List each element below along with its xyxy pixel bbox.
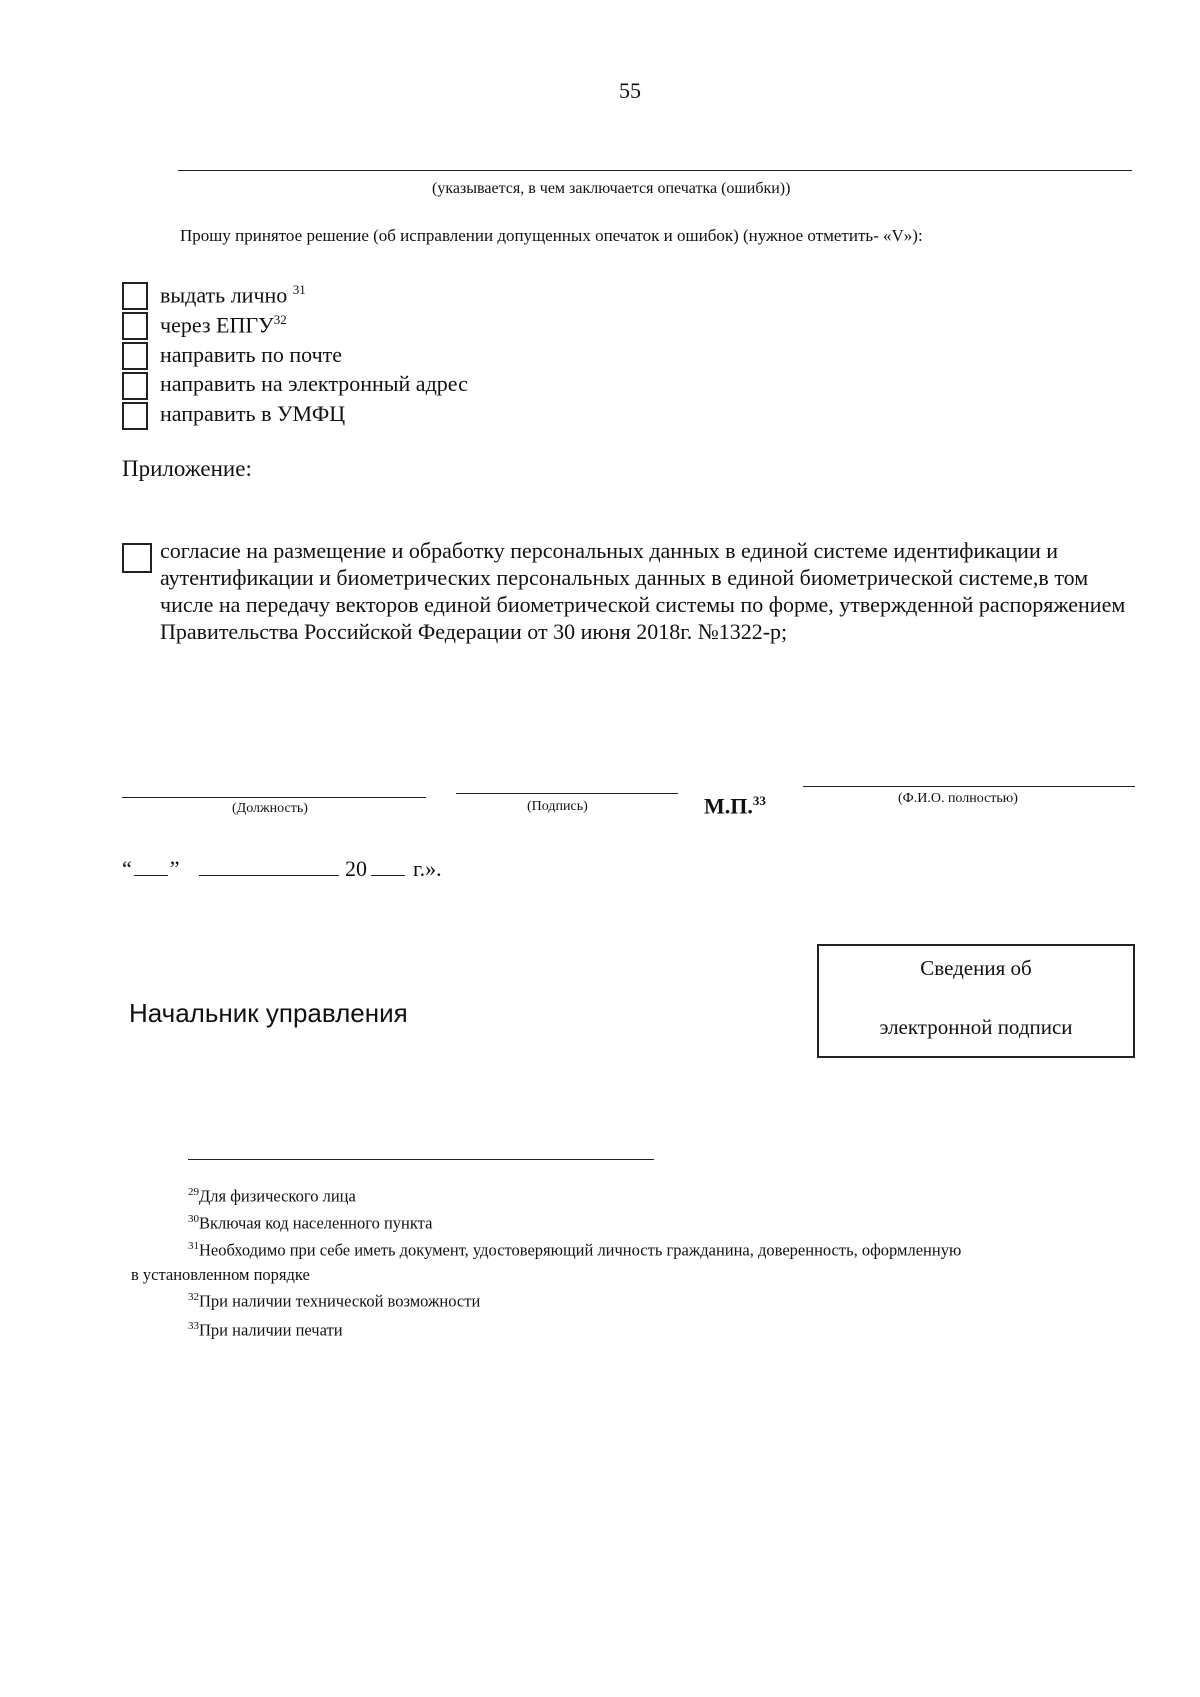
position-caption: (Должность) bbox=[232, 801, 308, 816]
typo-description-line bbox=[178, 170, 1132, 171]
option-issue-personally bbox=[160, 282, 306, 308]
year-prefix: 20 bbox=[345, 856, 368, 881]
footnote-number: 32 bbox=[188, 1291, 199, 1303]
year-suffix: г.». bbox=[413, 856, 442, 881]
page-number: 55 bbox=[619, 78, 641, 103]
typo-caption: (указывается, в чем заключается опечатка (ошибки)) bbox=[432, 180, 791, 197]
esig-line-1: Сведения об bbox=[920, 956, 1032, 980]
option-via-epgu bbox=[160, 312, 287, 338]
checkbox-send-to-umfc[interactable] bbox=[122, 402, 148, 430]
footnote-31 bbox=[188, 1240, 961, 1261]
footnote-text: Необходимо при себе иметь документ, удостоверяющий личность гражданина, доверенность, оформленную bbox=[199, 1240, 962, 1260]
date-open-quote: “ bbox=[122, 856, 132, 881]
footnote-ref: 32 bbox=[273, 312, 287, 327]
footnote-text: Включая код населенного пункта bbox=[199, 1213, 433, 1233]
date-close-quote: ” bbox=[169, 856, 180, 881]
full-name-caption: (Ф.И.О. полностью) bbox=[898, 791, 1018, 806]
stamp-label bbox=[704, 793, 766, 819]
day-blank bbox=[134, 875, 168, 876]
checkbox-issue-personally[interactable] bbox=[122, 282, 148, 310]
footnote-29 bbox=[188, 1186, 356, 1207]
attachment-heading: Приложение: bbox=[122, 456, 252, 481]
footnote-text: При наличии технической возможности bbox=[199, 1291, 481, 1311]
full-name-line bbox=[803, 786, 1135, 787]
option-send-to-umfc: направить в УМФЦ bbox=[160, 401, 346, 426]
footnote-ref: 33 bbox=[752, 793, 766, 808]
year-blank bbox=[371, 875, 405, 876]
footnote-32 bbox=[188, 1291, 480, 1312]
footnote-33 bbox=[188, 1320, 343, 1341]
request-text: Прошу принятое решение (об исправлении допущенных опечаток и ошибок) (нужное отметить- «V»): bbox=[180, 226, 923, 245]
footnote-number: 29 bbox=[188, 1186, 199, 1198]
electronic-signature-box bbox=[817, 944, 1135, 1058]
option-send-to-email: направить на электронный адрес bbox=[160, 371, 468, 396]
footnote-30 bbox=[188, 1213, 432, 1234]
checkbox-via-epgu[interactable] bbox=[122, 312, 148, 340]
option-send-by-mail: направить по почте bbox=[160, 342, 343, 367]
month-blank bbox=[199, 875, 339, 876]
checkbox-send-to-email[interactable] bbox=[122, 372, 148, 400]
consent-text: согласие на размещение и обработку персональных данных в единой системе идентификации и аутентификации и биометрических персональных данных в единой биометрической системе,в том числе на передачу векторов единой биометрической системы по форме, утвержденной распоряжением Правительства Российской Федерации от 30 июня 2018г. №1322-р; bbox=[160, 538, 1126, 644]
signature-caption: (Подпись) bbox=[527, 799, 588, 814]
date-line bbox=[122, 856, 442, 882]
stamp-text: М.П. bbox=[704, 793, 753, 819]
footnote-separator bbox=[188, 1159, 654, 1160]
footnote-number: 31 bbox=[188, 1240, 199, 1252]
footnote-number: 33 bbox=[188, 1320, 199, 1332]
signature-line bbox=[456, 793, 678, 794]
position-line bbox=[122, 797, 426, 798]
option-label: выдать лично bbox=[160, 282, 288, 308]
esig-line-2: электронной подписи bbox=[879, 1015, 1073, 1039]
footnote-text: При наличии печати bbox=[199, 1320, 343, 1340]
footnote-text: Для физического лица bbox=[199, 1186, 356, 1206]
footnote-ref: 31 bbox=[292, 282, 306, 297]
head-title: Начальник управления bbox=[129, 998, 408, 1028]
checkbox-consent[interactable] bbox=[122, 543, 152, 573]
checkbox-send-by-mail[interactable] bbox=[122, 342, 148, 370]
footnote-31-continuation: в установленном порядке bbox=[131, 1265, 310, 1284]
option-label: через ЕПГУ bbox=[160, 312, 274, 338]
footnote-number: 30 bbox=[188, 1213, 199, 1225]
